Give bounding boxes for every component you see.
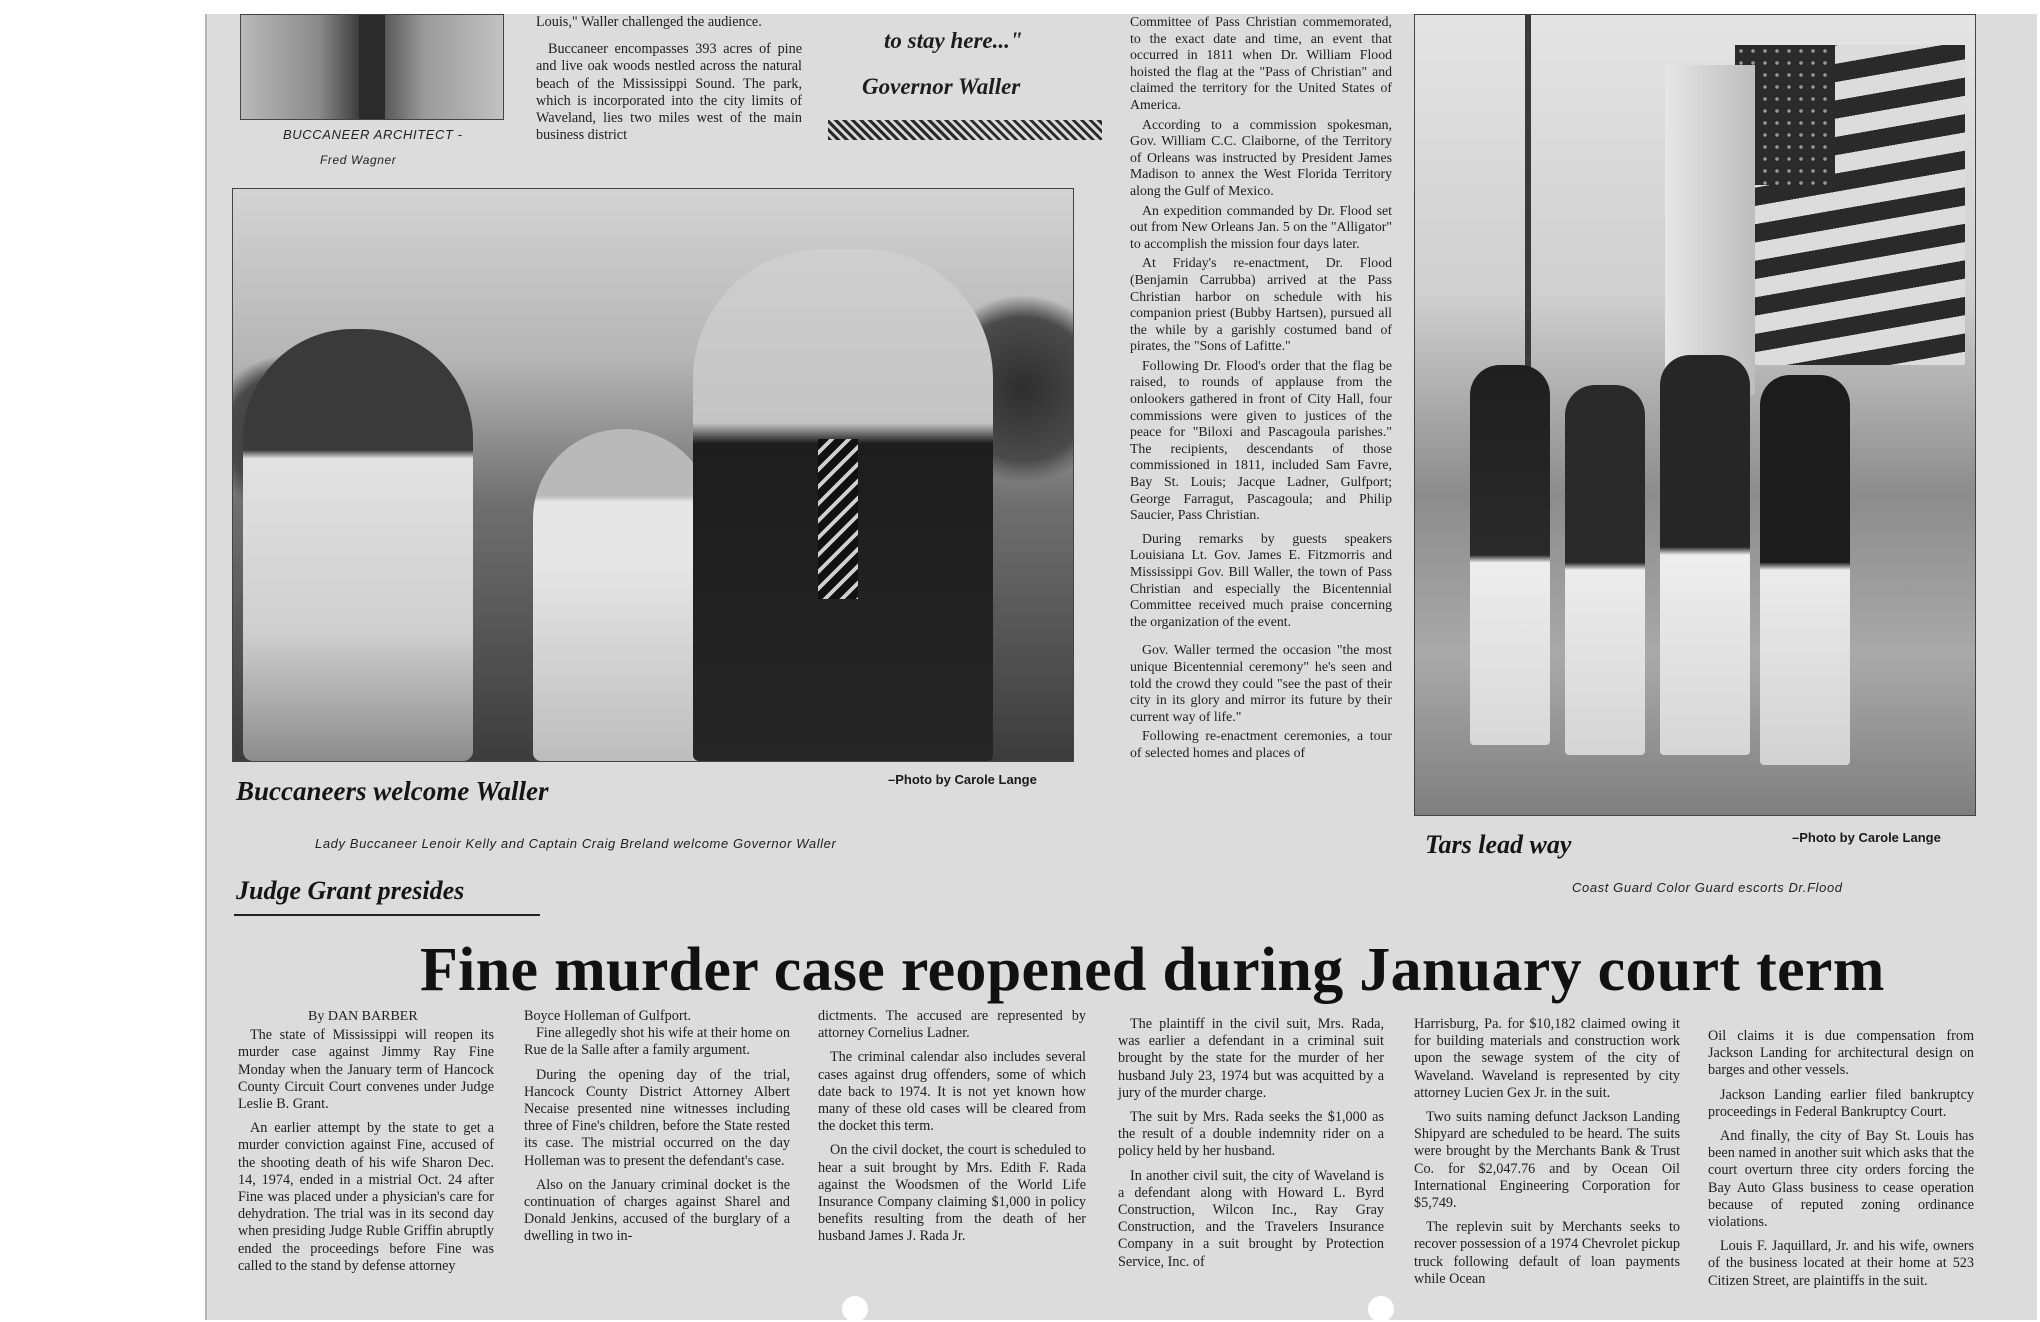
photo-caption: Lady Buccaneer Lenoir Kelly and Captain Craig Breland welcome Governor Waller [315, 836, 837, 851]
court-article-column [818, 1008, 1086, 1253]
court-article-column [524, 1008, 790, 1253]
court-paragraph: The suit by Mrs. Rada seeks the $1,000 as the result of a double indemnity rider on a policy held by her husband. [1118, 1109, 1384, 1160]
court-article-column [1708, 1028, 1974, 1297]
court-paragraph: The state of Mississippi will reopen its murder case against Jimmy Ray Fine Monday when the January term of Hancock County Circuit Court convenes under Judge Leslie B. Grant. [238, 1027, 494, 1113]
court-paragraph: Two suits naming defunct Jackson Landing Shipyard are scheduled to be heard. The suits were brought by the Merchants Bank & Trust Co. for $2,047.76 and by Ocean Oil International Engineering Corporation for $5,749. [1414, 1109, 1680, 1212]
court-paragraph: And finally, the city of Bay St. Louis has been named in another suit which asks that the court overturn three city orders forcing the Bay Auto Glass business to cease operation because of reputed zoning ordinance violations. [1708, 1128, 1974, 1231]
court-article-column [1118, 1016, 1384, 1278]
architect-photo [240, 14, 504, 120]
court-paragraph: Oil claims it is due compensation from Jackson Landing for architectural design on barges and other vessels. [1708, 1028, 1974, 1079]
architect-name: Fred Wagner [320, 153, 397, 167]
court-paragraph: During the opening day of the trial, Hancock County District Attorney Albert Necaise presented nine witnesses including three of Fine's children, before the State rested its case. The mistrial occurred on the day Holleman was to present the defendant's case. [524, 1066, 790, 1169]
photo-headline: Tars lead way [1425, 830, 1572, 859]
bicentennial-paragraph: According to a commission spokesman, Gov. William C.C. Claiborne, of the Territory of Orleans was instructed by President James Madison to annex the West Florida Territory along the Gulf of Mexico. [1130, 116, 1392, 198]
court-paragraph: The criminal calendar also includes several cases against drug offenders, some of which date back to 1974. It is not yet known how many of these old cases will be cleared from the docket this term. [818, 1049, 1086, 1135]
bicentennial-paragraph: At Friday's re-enactment, Dr. Flood (Benjamin Carrubba) arrived at the Pass Christian harbor on schedule with his companion priest (Bubby Hartsen), pursued all the while by a garishly costumed band of pirates, the "Sons of Lafitte." [1130, 255, 1392, 354]
court-paragraph: Louis F. Jaquillard, Jr. and his wife, owners of the business located at their home at 523 Citizen Street, are plaintiffs in the suit. [1708, 1238, 1974, 1289]
marcher-figure [1470, 365, 1550, 745]
buccaneers-photo [232, 188, 1074, 762]
photo-headline: Buccaneers welcome Waller [236, 776, 549, 806]
marcher-figure [1760, 375, 1850, 765]
court-paragraph: Fine allegedly shot his wife at their home on Rue de la Salle after a family argument. [524, 1025, 790, 1059]
governor-necktie [818, 439, 858, 599]
court-paragraph: The plaintiff in the civil suit, Mrs. Rada, was earlier a defendant in a criminal suit brought by the state for the murder of her husband July 23, 1974 but was acquitted by a jury of the murder charge. [1118, 1016, 1384, 1101]
photo-credit: –Photo by Carole Lange [888, 772, 1037, 787]
court-paragraph: The replevin suit by Merchants seeks to recover possession of a 1974 Chevrolet pickup truck following default of loan payments while Ocean [1414, 1219, 1680, 1287]
bicentennial-paragraph: During remarks by guests speakers Louisiana Lt. Gov. James E. Fitzmorris and Mississippi Gov. Bill Waller, the town of Pass Christian and especially the Bicentennial Committee received much praise concerning the organization of the event. [1130, 530, 1392, 629]
necktie-shape [359, 15, 385, 119]
byline: By DAN BARBER [308, 1009, 418, 1024]
buccaneer-paragraph: Louis," Waller challenged the audience. [536, 14, 762, 30]
court-paragraph: In another civil suit, the city of Waveland is a defendant along with Howard L. Byrd Construction, Wilcon Inc., Ray Gray Construction, and the Travelers Insurance Company in a suit brought by Protection Service, Inc. of [1118, 1167, 1384, 1270]
bicentennial-paragraph: Gov. Waller termed the occasion "the most unique Bicentennial ceremony" he's seen and told the crowd they could "see the past of their city in its glory and mirror its future by their current way of life." [1130, 642, 1392, 724]
court-paragraph: Also on the January criminal docket is the continuation of charges against Sharel and Donald Jenkins, accused of the burglary of a dwelling in two in- [524, 1176, 790, 1245]
bicentennial-article [1130, 14, 1392, 769]
tars-photo [1414, 14, 1976, 816]
court-paragraph: Boyce Holleman of Gulfport. [524, 1008, 692, 1024]
court-paragraph: Jackson Landing earlier filed bankruptcy proceedings in Federal Bankruptcy Court. [1708, 1086, 1974, 1120]
quote-attribution: Governor Waller [862, 74, 1021, 99]
court-paragraph: An earlier attempt by the state to get a murder conviction against Fine, accused of the shooting death of his wife Sharon Dec. 14, 1974, ended in a mistrial Oct. 24 after Fine was placed under a physician's care for dehydration. The trial was in its second day when presiding Judge Ruble Griffin abruptly ended the proceedings before Fine was called to the stand by defense attorney [238, 1120, 494, 1274]
section-label: Judge Grant presides [236, 876, 465, 905]
girl-pirate-figure [243, 329, 473, 761]
photo-credit: –Photo by Carole Lange [1792, 830, 1941, 845]
court-article-column [1414, 1016, 1680, 1295]
buccaneer-paragraph: Buccaneer encompasses 393 acres of pine and live oak woods nestled across the natural beach of the Mississippi Sound. The park, which is incorporated into the city limits of Waveland, lies two miles west of the main business district [536, 41, 802, 144]
court-paragraph: Harrisburg, Pa. for $10,182 claimed owing it for building materials and construction work upon the sewage system of the city of Waveland. Waveland is represented by city attorney Lucien Gex Jr. in the suit. [1414, 1016, 1680, 1101]
photo-caption: Coast Guard Color Guard escorts Dr.Flood [1572, 880, 1843, 895]
architect-title: BUCCANEER ARCHITECT - [283, 127, 463, 142]
section-underline [234, 914, 540, 916]
court-paragraph: On the civil docket, the court is scheduled to hear a suit brought by Mrs. Edith F. Rada against the Woodsmen of the World Life Insurance Company claiming $1,000 in policy benefits resulting from the death of her husband James J. Rada Jr. [818, 1142, 1086, 1245]
quote-text: to stay here..." [884, 28, 1023, 53]
boy-pirate-figure [533, 429, 713, 761]
punch-hole [842, 1296, 868, 1322]
coast-guard-flag [1665, 65, 1755, 395]
buccaneer-article [536, 14, 802, 151]
court-article-column [238, 1008, 494, 1282]
bicentennial-paragraph: Committee of Pass Christian commemorated, to the exact date and time, an event that occurred in 1811 when Dr. William Flood hoisted the flag at the "Pass of Christian" and claimed the territory for the United States of America. [1130, 14, 1392, 112]
court-paragraph: dictments. The accused are represented by attorney Cornelius Ladner. [818, 1008, 1086, 1042]
decorative-border-pattern [828, 120, 1102, 140]
punch-hole [1368, 1296, 1394, 1322]
marcher-figure [1660, 355, 1750, 755]
bicentennial-paragraph: An expedition commanded by Dr. Flood set out from New Orleans Jan. 5 on the "Alligator" to accomplish the mission four days later. [1130, 202, 1392, 251]
bicentennial-paragraph: Following re-enactment ceremonies, a tour of selected homes and places of [1130, 728, 1392, 760]
article-headline: Fine murder case reopened during January court term [420, 936, 1885, 1004]
bicentennial-paragraph: Following Dr. Flood's order that the flag be raised, to rounds of applause from the onlookers gathered in front of City Hall, four commissions were given to justices of the peace for "Biloxi and Pascagoula parishes." The recipients, descendants of those commissioned in 1811, included Sam Favre, Bay St. Louis; Jacque Ladner, Gulfport; George Farragut, Pascagoula; and Philip Saucier, Pass Christian. [1130, 357, 1392, 523]
marcher-figure [1565, 385, 1645, 755]
